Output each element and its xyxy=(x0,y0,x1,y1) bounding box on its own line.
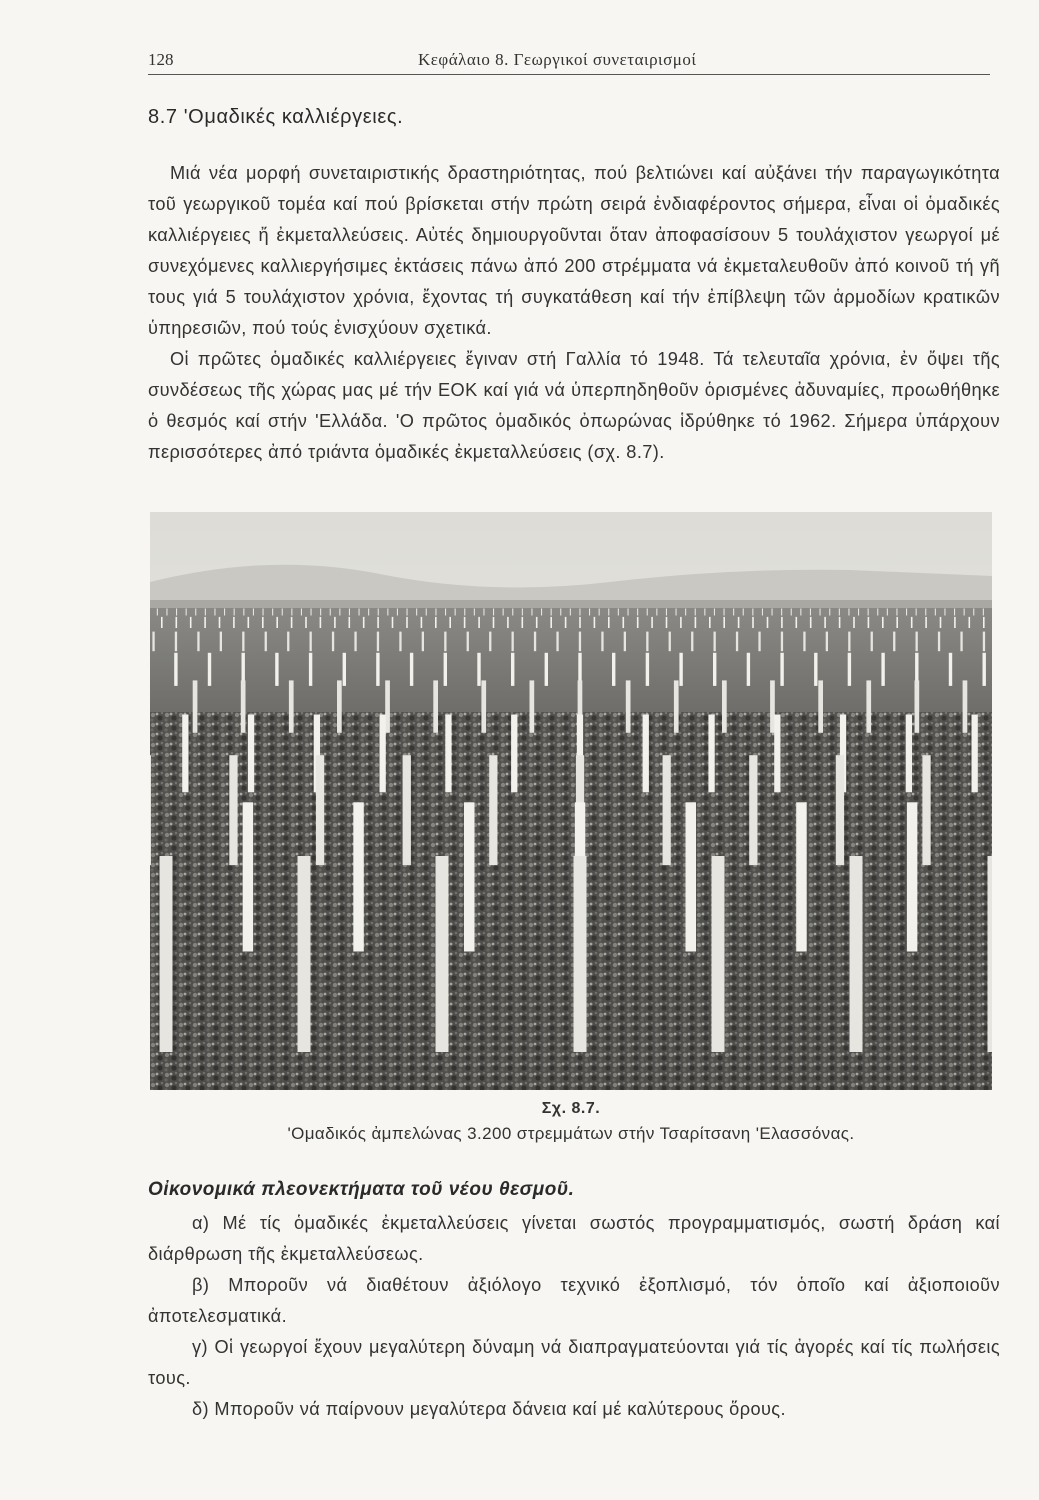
vine-post xyxy=(814,653,817,686)
vine-post xyxy=(780,653,783,686)
vine-post xyxy=(193,680,198,732)
vine-post xyxy=(282,609,283,616)
vine-post xyxy=(320,609,321,616)
vine-post xyxy=(197,632,199,652)
vine-post xyxy=(272,609,273,616)
vine-post xyxy=(762,609,763,616)
vine-post xyxy=(646,632,648,652)
vine-post xyxy=(416,609,417,616)
vine-post xyxy=(363,617,365,628)
vine-post xyxy=(651,617,653,628)
list-item: δ) Μποροῦν νά παίρνουν μεγαλύτερα δάνεια καί μέ καλύτερους ὅρους. xyxy=(192,1399,786,1419)
vine-post xyxy=(724,609,725,616)
vine-post xyxy=(758,632,760,652)
vine-post xyxy=(205,609,206,616)
body-text xyxy=(148,158,1000,468)
vine-post xyxy=(354,632,356,652)
section-title: 8.7 'Ομαδικές καλλιέργειες. xyxy=(148,106,404,128)
vine-post xyxy=(940,617,942,628)
vine-post xyxy=(493,617,495,628)
vine-post xyxy=(850,856,863,1052)
vine-post xyxy=(969,617,971,628)
vine-post xyxy=(868,617,870,628)
vine-post xyxy=(481,680,486,732)
vine-post xyxy=(483,609,484,616)
chapter-title: Κεφάλαιο 8. Γεωργικοί συνεταιρισμοί xyxy=(418,50,697,69)
vine-post xyxy=(444,653,447,686)
vine-post xyxy=(397,609,398,616)
vine-post xyxy=(320,617,322,628)
vine-post xyxy=(733,609,734,616)
vine-post xyxy=(676,609,677,616)
vine-post xyxy=(349,609,350,616)
vine-post xyxy=(530,680,535,732)
vine-post xyxy=(263,609,264,616)
vine-post xyxy=(686,802,697,951)
advantages-list xyxy=(148,1208,1000,1425)
vine-post xyxy=(403,755,411,865)
vine-post xyxy=(643,715,649,793)
vine-post xyxy=(190,617,192,628)
vine-post xyxy=(820,609,821,616)
vine-post xyxy=(848,609,849,616)
vine-post xyxy=(887,609,888,616)
vine-post xyxy=(579,632,581,652)
vine-post xyxy=(478,617,480,628)
vine-post xyxy=(680,617,682,628)
vine-post xyxy=(868,609,869,616)
vine-post xyxy=(152,632,154,652)
vine-post xyxy=(973,609,974,616)
vine-post xyxy=(915,680,920,732)
vine-post xyxy=(663,755,671,865)
vine-post xyxy=(242,632,244,652)
vine-post xyxy=(229,755,237,865)
vine-post xyxy=(175,632,177,652)
vine-post xyxy=(536,617,538,628)
vine-post xyxy=(276,617,278,628)
vine-post xyxy=(234,609,235,616)
vine-post xyxy=(736,632,738,652)
vine-post xyxy=(208,653,211,686)
vine-post xyxy=(467,632,469,652)
vine-post xyxy=(241,680,246,732)
vineyard-photo xyxy=(150,512,992,1090)
vine-post xyxy=(477,653,480,686)
vine-post xyxy=(407,609,408,616)
vine-post xyxy=(781,609,782,616)
vine-post xyxy=(954,609,955,616)
vine-post xyxy=(337,680,342,732)
vine-post xyxy=(233,617,235,628)
vine-post xyxy=(893,632,895,652)
vine-post xyxy=(960,632,962,652)
vine-post xyxy=(877,609,878,616)
vine-post xyxy=(556,632,558,652)
vine-post xyxy=(713,653,716,686)
vine-post xyxy=(791,609,792,616)
vine-post xyxy=(410,653,413,686)
vine-post xyxy=(445,609,446,616)
vine-post xyxy=(311,609,312,616)
vine-post xyxy=(560,609,561,616)
vine-post xyxy=(704,609,705,616)
vine-post xyxy=(160,856,173,1052)
vine-post xyxy=(810,609,811,616)
vine-post xyxy=(422,632,424,652)
vine-post xyxy=(796,802,807,951)
vine-post xyxy=(752,617,754,628)
vine-post xyxy=(343,653,346,686)
vine-post xyxy=(944,609,945,616)
vine-post xyxy=(626,680,631,732)
vine-post xyxy=(377,632,379,652)
vine-post xyxy=(219,617,221,628)
vine-post xyxy=(906,715,912,793)
vine-post xyxy=(248,715,254,793)
vine-post xyxy=(359,609,360,616)
running-head xyxy=(148,46,990,75)
vine-post xyxy=(747,653,750,686)
vine-post xyxy=(988,856,993,1052)
vine-post xyxy=(839,609,840,616)
vine-post xyxy=(243,609,244,616)
vine-post xyxy=(248,617,250,628)
vine-post xyxy=(983,632,985,652)
vine-post xyxy=(503,609,504,616)
vine-post xyxy=(332,632,334,652)
vine-post xyxy=(349,617,351,628)
vine-post xyxy=(522,617,524,628)
vine-post xyxy=(935,609,936,616)
vine-post xyxy=(774,715,780,793)
vine-post xyxy=(949,653,952,686)
advantages-title: Οἰκονομικά πλεονεκτήματα τοῦ νέου θεσμοῦ. xyxy=(148,1179,575,1200)
vine-post xyxy=(455,609,456,616)
vine-post xyxy=(291,617,293,628)
vine-post xyxy=(743,609,744,616)
vine-post xyxy=(646,653,649,686)
vine-post xyxy=(695,609,696,616)
vine-post xyxy=(708,715,714,793)
vine-post xyxy=(464,802,475,951)
vine-post xyxy=(253,609,254,616)
vine-post xyxy=(964,609,965,616)
vine-post xyxy=(599,609,600,616)
vine-post xyxy=(298,856,311,1052)
vine-post xyxy=(881,653,884,686)
vine-post xyxy=(550,617,552,628)
vine-post xyxy=(749,755,757,865)
vine-post xyxy=(772,609,773,616)
vine-post xyxy=(541,609,542,616)
vine-post xyxy=(380,715,386,793)
vine-post xyxy=(214,609,215,616)
vine-post xyxy=(565,617,567,628)
list-item: α) Μέ τίς ὁμαδικές ἐκμεταλλεύσεις γίνεται σωστός προγραμματισμός, σωστή δράση καί διάρθρωση τῆς ἐκμεταλλεύσεως. xyxy=(148,1213,1000,1264)
vine-post xyxy=(916,632,918,652)
vine-post xyxy=(176,617,178,628)
vine-post xyxy=(871,632,873,652)
vine-post xyxy=(262,617,264,628)
vine-post xyxy=(464,617,466,628)
figure-caption xyxy=(150,1100,992,1144)
vine-post xyxy=(858,609,859,616)
vine-post xyxy=(637,609,638,616)
vine-post xyxy=(474,609,475,616)
vine-post xyxy=(848,653,851,686)
vine-post xyxy=(963,680,968,732)
vine-post xyxy=(301,609,302,616)
vine-post xyxy=(392,617,394,628)
vine-post xyxy=(570,609,571,616)
vine-post xyxy=(334,617,336,628)
vine-post xyxy=(545,653,548,686)
vine-post xyxy=(579,617,581,628)
vine-post xyxy=(836,755,844,865)
vine-post xyxy=(275,653,278,686)
vine-post xyxy=(796,617,798,628)
vine-post xyxy=(691,632,693,652)
vine-post xyxy=(435,609,436,616)
vine-post xyxy=(421,617,423,628)
vine-post xyxy=(674,680,679,732)
vine-post xyxy=(925,609,926,616)
vine-post xyxy=(925,617,927,628)
vine-post xyxy=(712,856,725,1052)
vine-post xyxy=(866,680,871,732)
vine-post xyxy=(150,755,151,865)
vine-post xyxy=(608,617,610,628)
vineyard-illustration xyxy=(150,512,992,1090)
vine-post xyxy=(589,609,590,616)
vine-post xyxy=(512,609,513,616)
vine-post xyxy=(376,653,379,686)
vine-post xyxy=(378,609,379,616)
vine-post xyxy=(436,856,449,1052)
vine-post xyxy=(507,617,509,628)
vine-post xyxy=(714,632,716,652)
vine-post xyxy=(848,632,850,652)
vine-post xyxy=(983,609,984,616)
vine-post xyxy=(906,609,907,616)
vine-post xyxy=(723,617,725,628)
vine-post xyxy=(594,617,596,628)
vine-post xyxy=(623,617,625,628)
vine-post xyxy=(444,632,446,652)
vine-post xyxy=(406,617,408,628)
vine-post xyxy=(972,715,978,793)
vine-post xyxy=(265,632,267,652)
vine-post xyxy=(839,617,841,628)
vine-post xyxy=(637,617,639,628)
vine-post xyxy=(922,755,930,865)
vine-post xyxy=(810,617,812,628)
vine-post xyxy=(983,617,985,628)
vine-post xyxy=(829,609,830,616)
vine-post xyxy=(435,617,437,628)
vine-post xyxy=(656,609,657,616)
vine-post xyxy=(426,609,427,616)
vine-post xyxy=(826,632,828,652)
vine-post xyxy=(289,680,294,732)
vine-post xyxy=(385,680,390,732)
vine-post xyxy=(628,609,629,616)
vine-post xyxy=(387,609,388,616)
vine-post xyxy=(954,617,956,628)
vine-post xyxy=(916,609,917,616)
vine-post xyxy=(608,609,609,616)
vine-post xyxy=(574,856,587,1052)
vine-post xyxy=(161,617,163,628)
vine-post xyxy=(186,609,187,616)
vine-post xyxy=(305,617,307,628)
list-item: γ) Οἱ γεωργοί ἔχουν μεγαλύτερη δύναμη νά διαπραγματεύονται γιά τίς ἀγορές καί τίς πωλήσεις τους. xyxy=(148,1337,1000,1388)
vine-post xyxy=(220,632,222,652)
vine-post xyxy=(316,755,324,865)
vine-post xyxy=(666,609,667,616)
vine-post xyxy=(445,715,451,793)
vine-post xyxy=(818,680,823,732)
vine-post xyxy=(907,802,918,951)
vine-post xyxy=(489,632,491,652)
vine-post xyxy=(896,609,897,616)
vine-post xyxy=(618,609,619,616)
vine-post xyxy=(679,653,682,686)
vine-post xyxy=(601,632,603,652)
vine-post xyxy=(195,609,196,616)
vine-post xyxy=(157,609,158,616)
vine-post xyxy=(377,617,379,628)
vine-post xyxy=(224,609,225,616)
vine-post xyxy=(882,617,884,628)
vine-post xyxy=(512,632,514,652)
vine-post xyxy=(800,609,801,616)
vine-post xyxy=(551,609,552,616)
vine-post xyxy=(399,632,401,652)
vine-post xyxy=(531,609,532,616)
vine-post xyxy=(669,632,671,652)
vine-post xyxy=(853,617,855,628)
vine-post xyxy=(339,609,340,616)
vine-post xyxy=(534,632,536,652)
vine-post xyxy=(714,609,715,616)
vine-post xyxy=(353,802,364,951)
page-number: 128 xyxy=(148,50,174,69)
vine-post xyxy=(624,632,626,652)
vine-post xyxy=(511,653,514,686)
figure-description: 'Ομαδικός ἀμπελώνας 3.200 στρεμμάτων στήν Τσαρίτσανη 'Ελασσόνας. xyxy=(287,1124,855,1143)
vine-post xyxy=(770,680,775,732)
vine-post xyxy=(511,715,517,793)
vine-post xyxy=(579,609,580,616)
vine-post xyxy=(433,680,438,732)
figure-label: Σχ. 8.7. xyxy=(541,1100,601,1117)
vine-post xyxy=(722,680,727,732)
vine-post xyxy=(368,609,369,616)
vine-post xyxy=(243,802,254,951)
vine-post xyxy=(767,617,769,628)
vine-post xyxy=(695,617,697,628)
vine-post xyxy=(291,609,292,616)
vine-post xyxy=(449,617,451,628)
vine-post xyxy=(174,653,177,686)
vine-post xyxy=(522,609,523,616)
vine-post xyxy=(896,617,898,628)
vine-post xyxy=(824,617,826,628)
vine-post xyxy=(781,632,783,652)
vine-post xyxy=(612,653,615,686)
vine-post xyxy=(166,609,167,616)
vine-post xyxy=(330,609,331,616)
vine-post xyxy=(309,653,312,686)
body-paragraph: Μιά νέα μορφή συνεταιριστικής δραστηριότητας, πού βελτιώνει καί αὐξάνει τήν παραγωγικότητα τοῦ γεωργικοῦ τομέα καί πού βρίσκεται στήν πρώτη σειρά ἐνδιαφέροντος σήμερα, εἶναι οἱ ὁμαδικές καλλιέργειες ἤ ἐκμεταλλεύσεις. Αὐτές δημιουργοῦνται ὅταν ἀποφασίσουν 5 τουλάχιστον γεωργοί μέ συνεχόμενες καλλιεργήσιμες ἐκτάσεις πάνω ἀπό 200 στρέμματα νά ἐκμεταλευθοῦν ἀπό κοινοῦ τή γῆ τους γιά 5 τουλάχιστον χρόνια, ἔχοντας τή συγκατάθεση καί τήν ἐπίβλεψη τῶν ἁρμοδίων κρατικῶν ὑπηρεσιῶν, πού τούς ἐνισχύουν σχετικά. xyxy=(148,163,1000,338)
vine-post xyxy=(489,755,497,865)
vine-post xyxy=(938,632,940,652)
vine-post xyxy=(287,632,289,652)
vine-post xyxy=(204,617,206,628)
vine-post xyxy=(464,609,465,616)
vine-post xyxy=(983,653,986,686)
vine-post xyxy=(911,617,913,628)
vine-post xyxy=(752,609,753,616)
vine-post xyxy=(738,617,740,628)
vine-post xyxy=(310,632,312,652)
vine-post xyxy=(493,609,494,616)
vine-post xyxy=(666,617,668,628)
vine-post xyxy=(709,617,711,628)
body-paragraph: Οἱ πρῶτες ὁμαδικές καλλιέργειες ἔγιναν στή Γαλλία τό 1948. Τά τελευταῖα χρόνια, ἐν ὄψει τῆς συνδέσεως τῆς χώρας μας μέ τήν ΕΟΚ καί γιά νά ὑπερπηδηθοῦν ὁρισμένες ἀδυναμίες, προωθήθηκε ὁ θεσμός καί στήν 'Ελλάδα. 'Ο πρῶτος ὁμαδικός ὀπωρώνας ἱδρύθηκε τό 1962. Σήμερα ὑπάρχουν περισσότερες ἀπό τριάντα ὁμαδικές ἐκμεταλλεύσεις (σχ. 8.7). xyxy=(148,349,1000,462)
list-item: β) Μποροῦν νά διαθέτουν ἀξιόλογο τεχνικό ἐξοπλισμό, τόν ὁποῖο καί ἀξιοποιοῦν ἀποτελεσματικά. xyxy=(148,1275,1000,1326)
vine-post xyxy=(803,632,805,652)
vine-post xyxy=(182,715,188,793)
vine-post xyxy=(781,617,783,628)
vine-post xyxy=(647,609,648,616)
vine-post xyxy=(176,609,177,616)
vine-post xyxy=(685,609,686,616)
